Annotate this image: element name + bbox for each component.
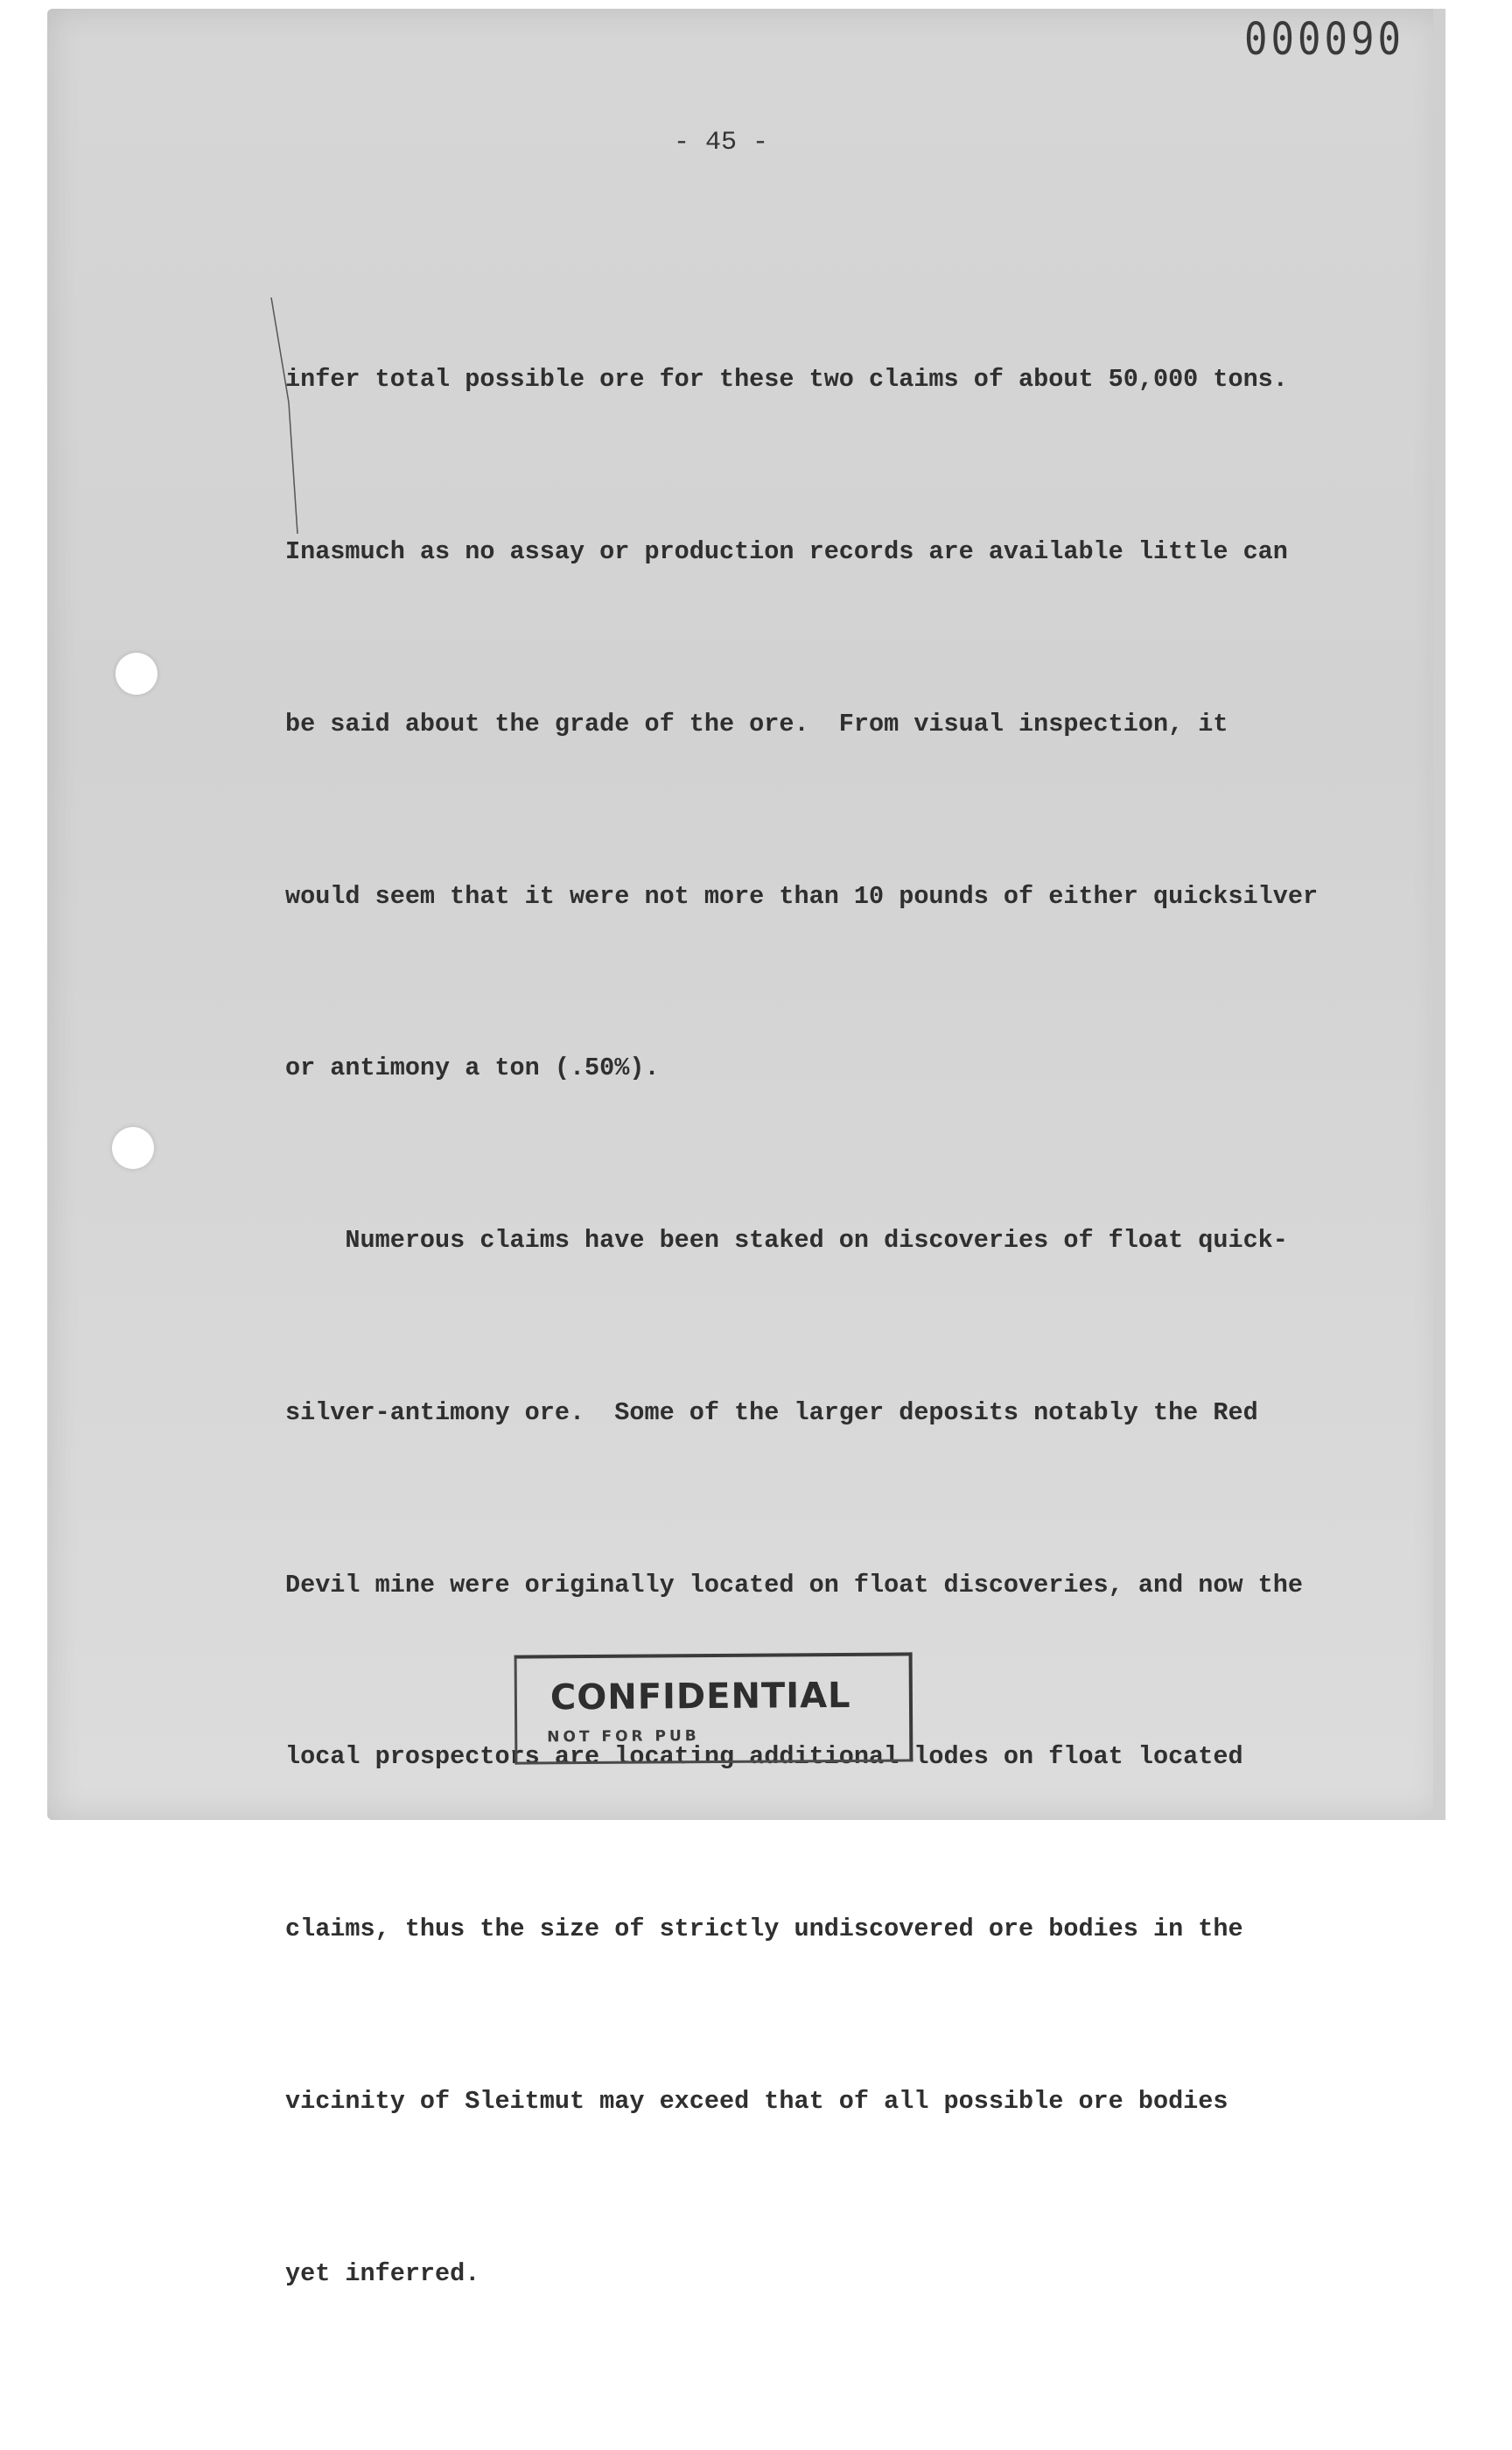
text-line: Inasmuch as no assay or production records are available little can [285,536,1288,566]
text-line: or antimony a ton (.50%). [285,1054,660,1083]
punch-hole [112,1127,154,1169]
text-line: silver-antimony ore. Some of the larger deposits notably the Red [285,1397,1258,1427]
text-line: vicinity of Sleitmut may exceed that of all possible ore bodies [285,2087,1228,2116]
text-line: yet inferred. [285,2258,480,2288]
text-line: Devil mine were originally located on float discoveries, and now the [285,1570,1303,1600]
stamp-sub-text: NOT FOR PUB [547,1727,700,1746]
text-line: local prospectors are locating additional lodes on float located [285,1742,1243,1772]
confidential-stamp [514,1652,914,1764]
paper-edge [1433,9,1446,1820]
punch-hole [116,653,158,695]
text-line: Numerous claims have been staked on discoveries of float quick- [285,1226,1288,1256]
text-line: claims, thus the size of strictly undiscovered ore bodies in the [285,1914,1243,1944]
page-number: - 45 - [674,128,769,158]
text-line: infer total possible ore for these two claims of about 50,000 tons. [285,365,1288,395]
stamp-main-text: CONFIDENTIAL [550,1675,851,1718]
body-text [285,236,1318,2418]
text-line: be said about the grade of the ore. From visual inspection, it [285,709,1228,738]
document-number: 000090 [1244,14,1404,66]
text-line: would seem that it were not more than 10 pounds of either quicksilver [285,881,1319,911]
